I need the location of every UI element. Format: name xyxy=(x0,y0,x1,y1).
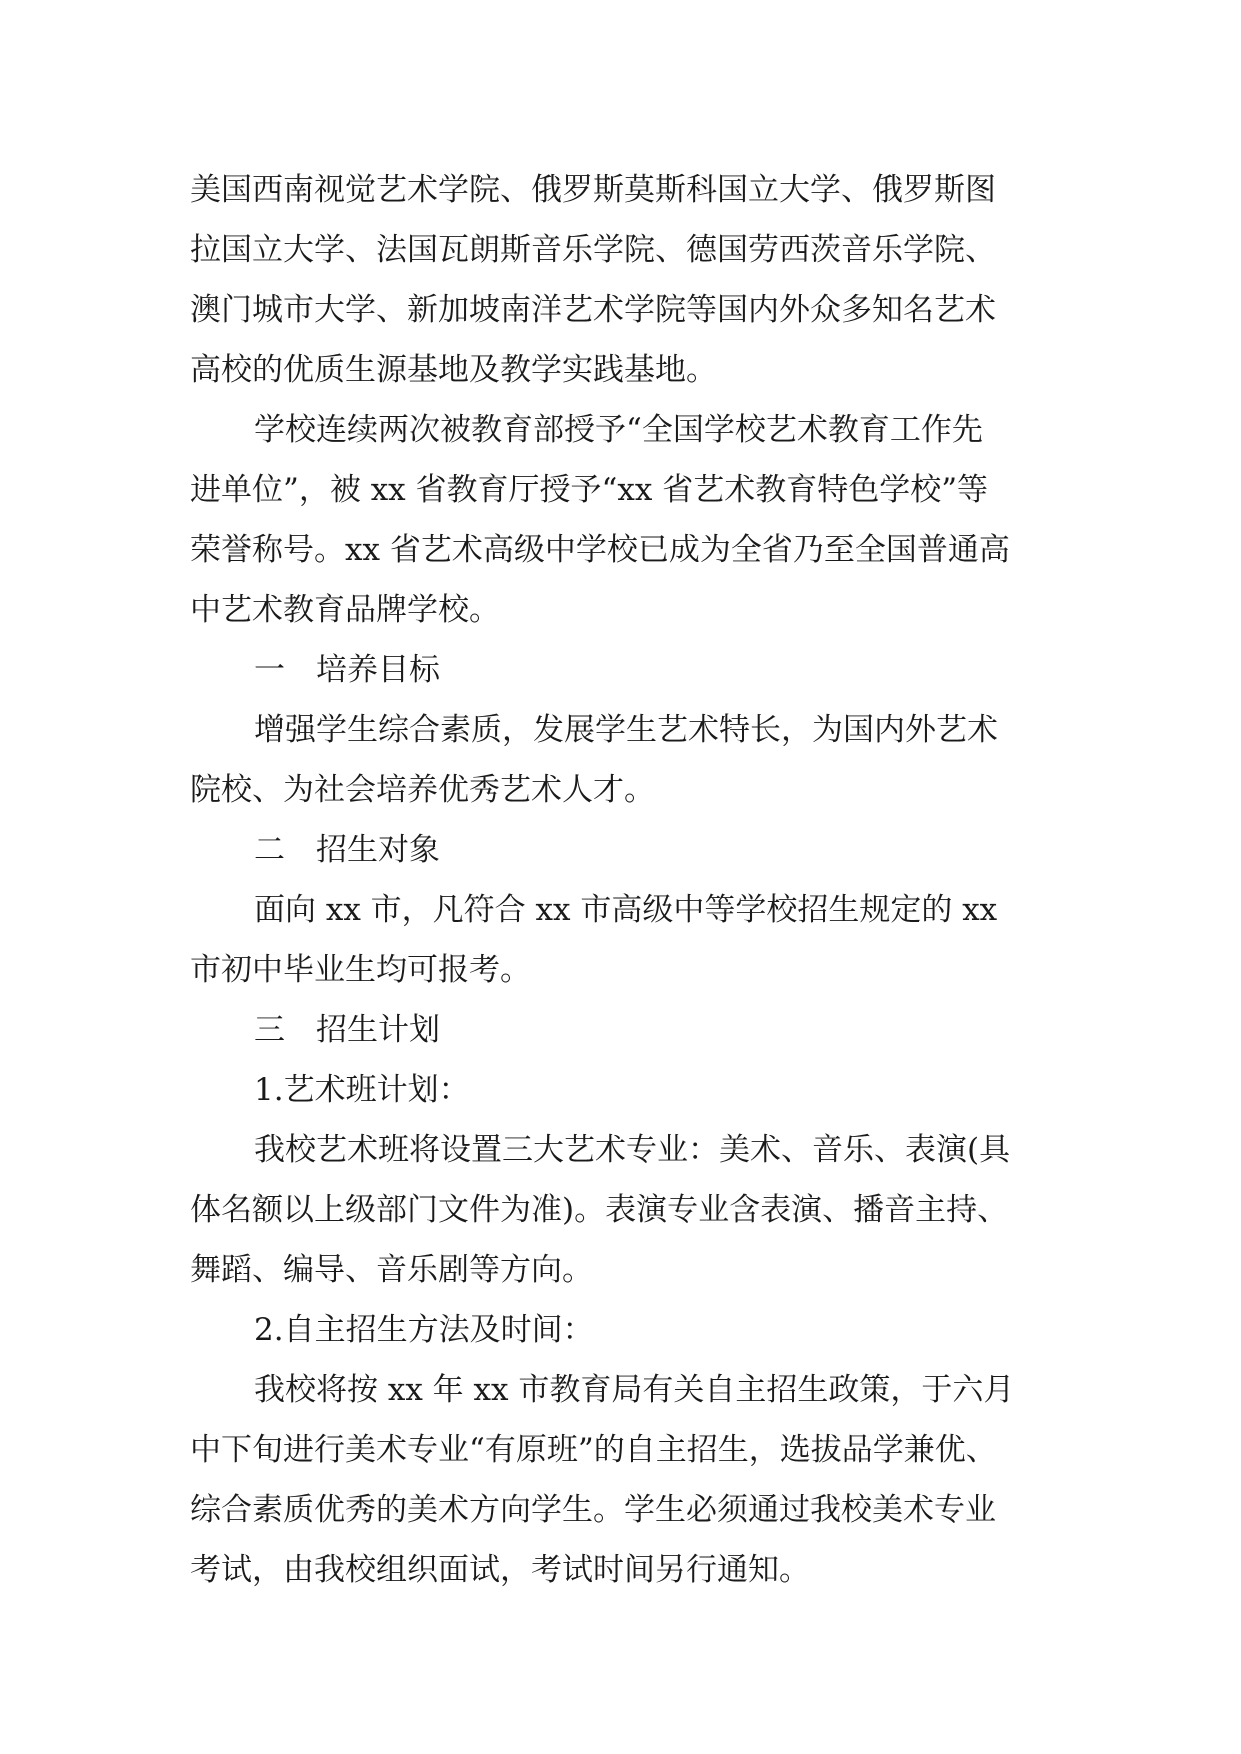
section-number: 三 xyxy=(254,1012,285,1048)
paragraph-line: 进单位”，被 xx 省教育厅授予“xx 省艺术教育特色学校”等 xyxy=(190,472,989,508)
paragraph-line: 增强学生综合素质，发展学生艺术特长，为国内外艺术 xyxy=(254,712,998,748)
section-number: 二 xyxy=(254,832,285,868)
subsection-heading: 1.艺术班计划： xyxy=(254,1072,470,1108)
paragraph-line: 中下旬进行美术专业“有原班”的自主招生，选拔品学兼优、 xyxy=(190,1432,997,1468)
paragraph-line: 我校将按 xx 年 xx 市教育局有关自主招生政策，于六月 xyxy=(254,1372,1015,1408)
paragraph-line: 舞蹈、编导、音乐剧等方向。 xyxy=(190,1252,593,1288)
section-title: 招生对象 xyxy=(316,832,440,868)
paragraph-line: 澳门城市大学、新加坡南洋艺术学院等国内外众多知名艺术 xyxy=(190,292,996,328)
paragraph-line: 我校艺术班将设置三大艺术专业：美术、音乐、表演(具 xyxy=(254,1132,1011,1168)
paragraph-line: 中艺术教育品牌学校。 xyxy=(190,592,500,628)
section-number: 一 xyxy=(254,652,285,688)
paragraph-line: 荣誉称号。xx 省艺术高级中学校已成为全省乃至全国普通高 xyxy=(190,532,1010,568)
paragraph-line: 市初中毕业生均可报考。 xyxy=(190,952,531,988)
paragraph-line: 综合素质优秀的美术方向学生。学生必须通过我校美术专业 xyxy=(190,1492,996,1528)
paragraph-line: 考试，由我校组织面试，考试时间另行通知。 xyxy=(190,1552,810,1588)
section-heading xyxy=(190,820,1070,880)
section-title: 培养目标 xyxy=(316,652,440,688)
paragraph-line: 美国西南视觉艺术学院、俄罗斯莫斯科国立大学、俄罗斯图 xyxy=(190,172,996,208)
paragraph-line: 面向 xx 市，凡符合 xx 市高级中等学校招生规定的 xx xyxy=(254,892,998,928)
paragraph-line: 学校连续两次被教育部授予“全国学校艺术教育工作先 xyxy=(254,412,983,448)
paragraph-line: 院校、为社会培养优秀艺术人才。 xyxy=(190,772,655,808)
section-heading xyxy=(190,640,1070,700)
paragraph-line: 高校的优质生源基地及教学实践基地。 xyxy=(190,352,717,388)
subsection-heading: 2.自主招生方法及时间： xyxy=(254,1312,594,1348)
section-heading xyxy=(190,1000,1070,1060)
section-title: 招生计划 xyxy=(316,1012,440,1048)
paragraph-line: 体名额以上级部门文件为准)。表演专业含表演、播音主持、 xyxy=(190,1192,1009,1228)
document-body xyxy=(190,160,1070,1600)
paragraph-line: 拉国立大学、法国瓦朗斯音乐学院、德国劳西茨音乐学院、 xyxy=(190,232,996,268)
